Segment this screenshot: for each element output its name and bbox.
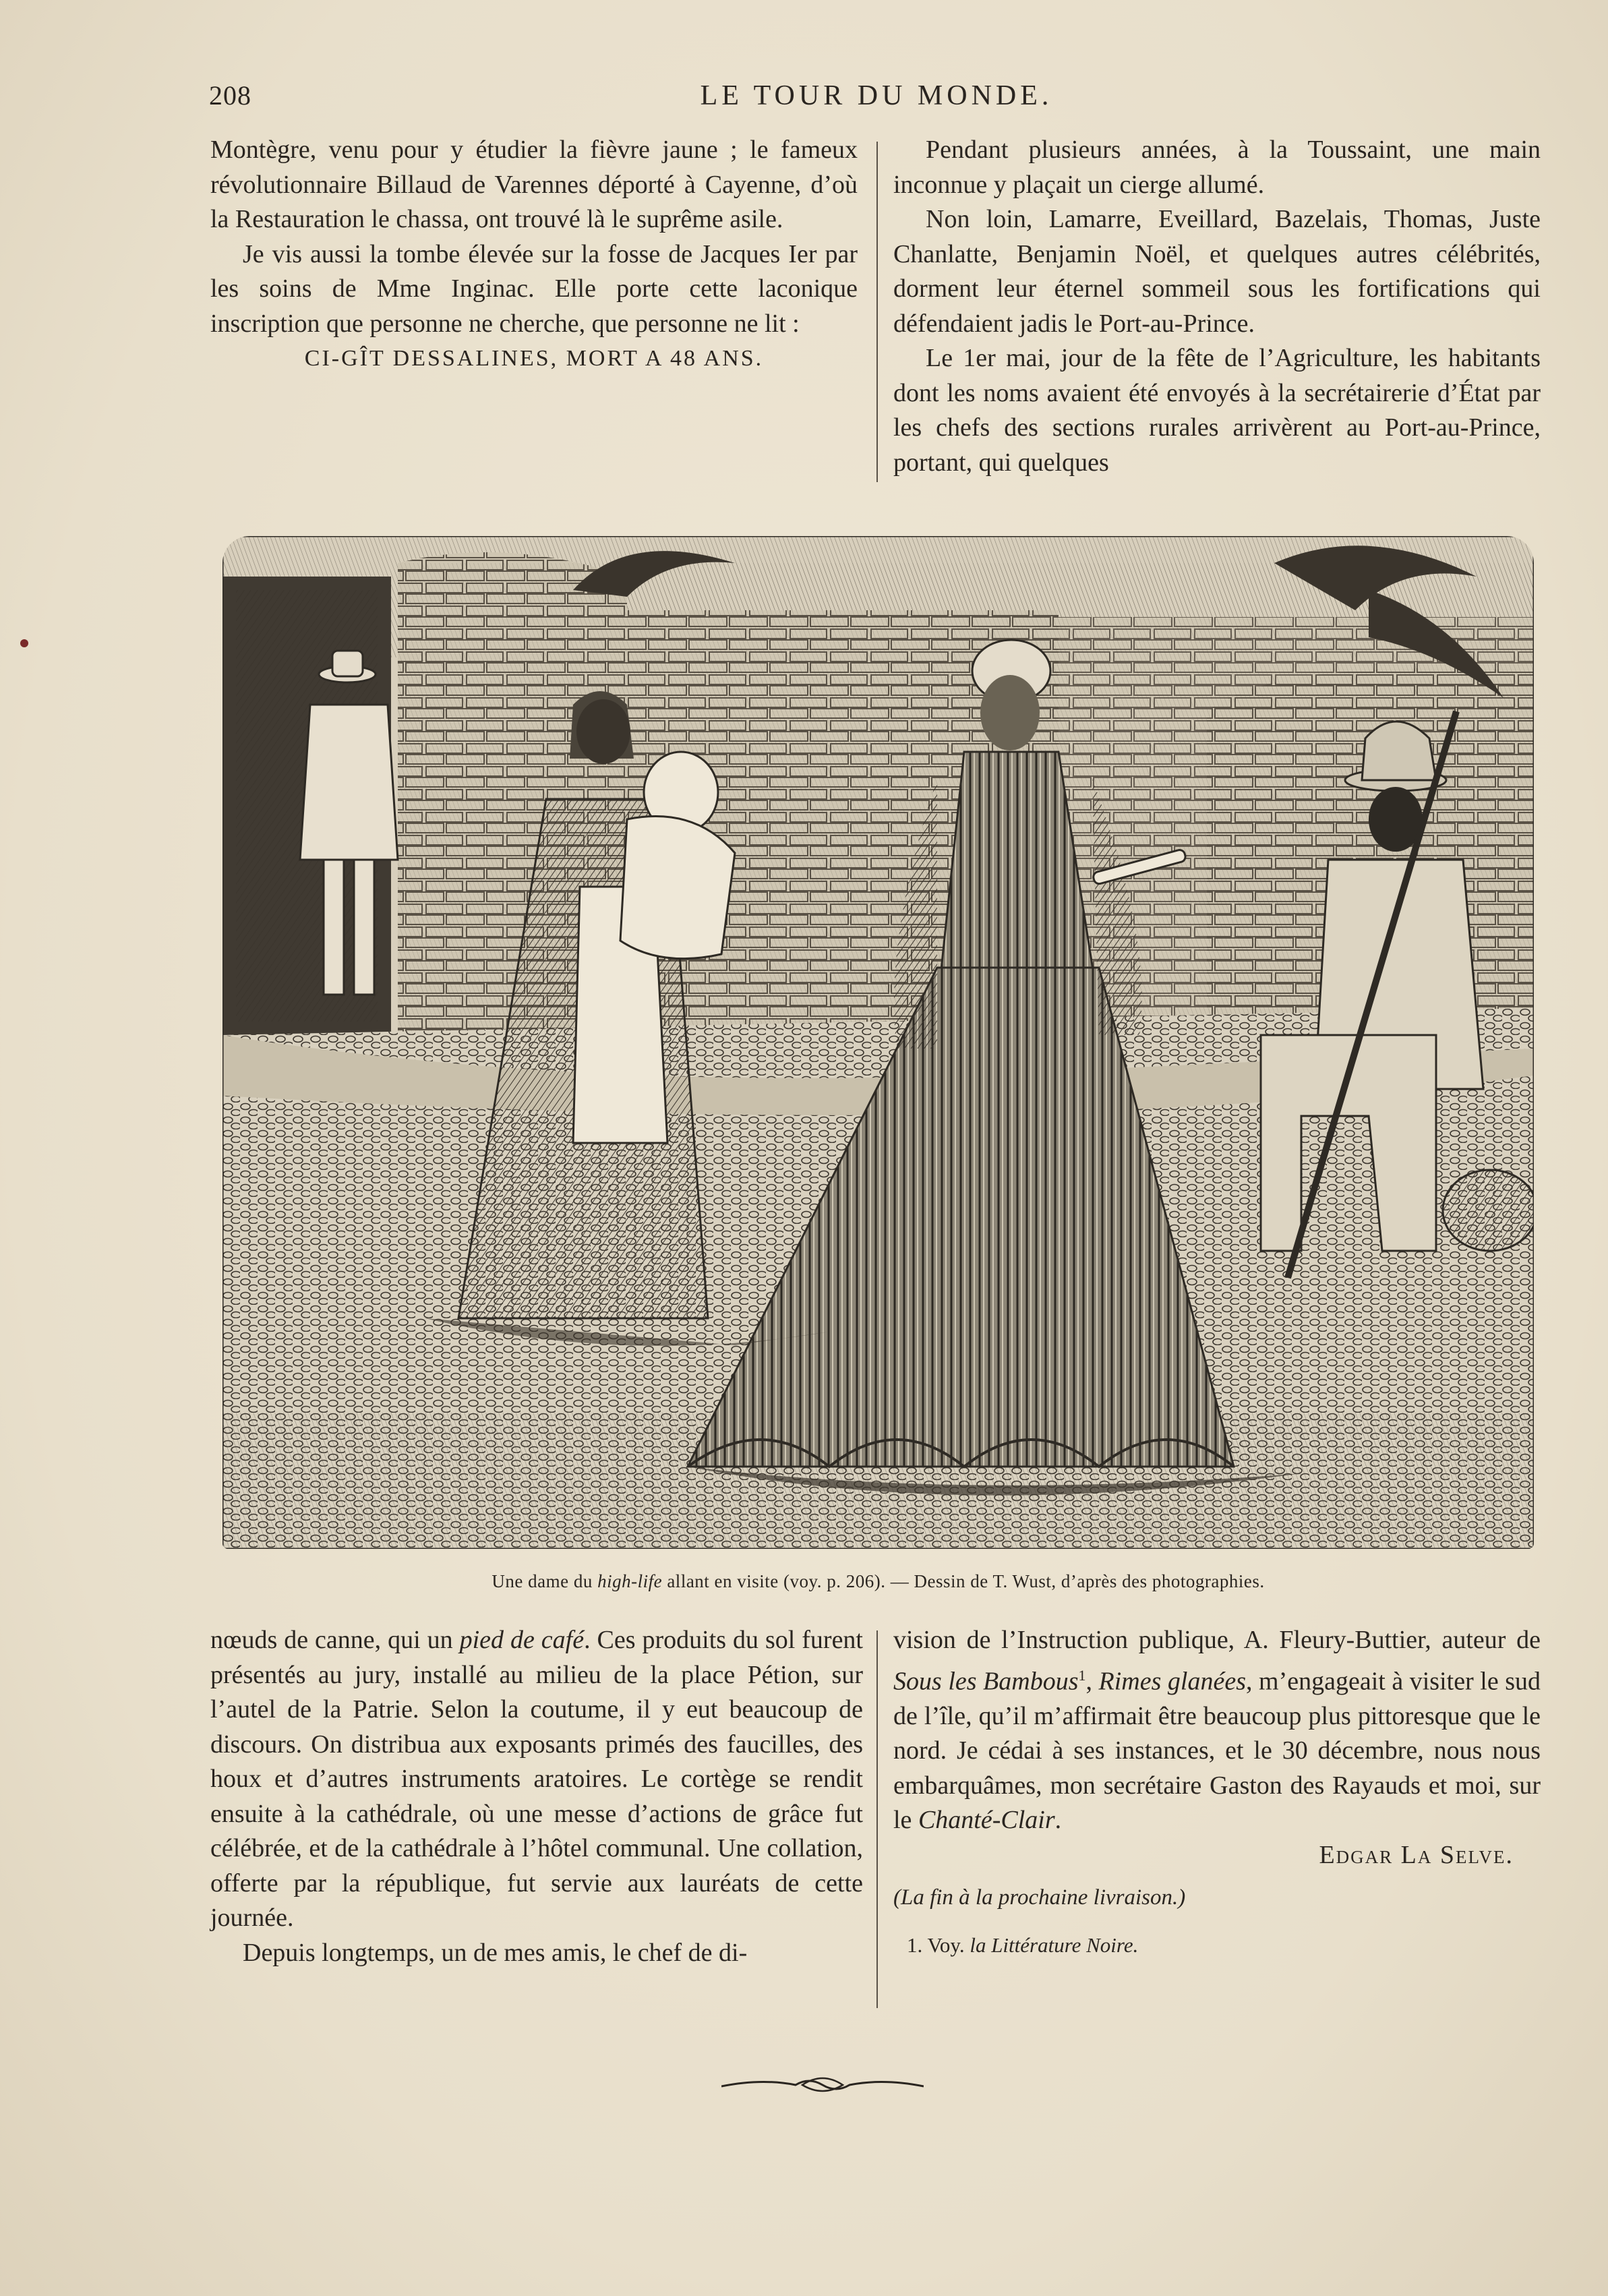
page-header [209, 80, 1544, 120]
caption-prefix: Une dame du [492, 1571, 593, 1591]
footnote-marker: 1 [1078, 1666, 1086, 1684]
footnote-number: 1. Voy. [907, 1933, 965, 1957]
top-right-column [893, 133, 1541, 480]
paragraph: Je vis aussi la tombe élevée sur la fosse de Jacques Ier par les soins de Mme Inginac. Elle porte cette laconique inscription que personne ne cherche, que personne ne lit : [210, 239, 858, 338]
ornament-divider [721, 2071, 924, 2098]
text-run: , m’engageait à visiter le sud de l’île, qu’il m’affirmait être beaucoup plus pittoresque que le nord. Je cédai à ses instances, et le 30 décembre, nous nous embarquâmes, mon secrétaire Gaston des Rayauds et moi, sur le [893, 1667, 1541, 1835]
footnote [893, 1928, 1541, 1963]
margin-speck [20, 639, 28, 647]
paragraph [210, 1623, 863, 1936]
paragraph: Depuis longtemps, un de mes amis, le chef de di- [243, 1938, 748, 1967]
paragraph: Montègre, venu pour y étudier la fièvre jaune ; le fameux révolutionnaire Billaud de Varennes déporté à Cayenne, d’où la Restauration le chassa, ont trouvé là le suprême asile. [210, 136, 858, 233]
paragraph: Pendant plusieurs années, à la Toussaint, une main inconnue y plaçait un cierge allumé. [893, 136, 1541, 199]
page-number: 208 [209, 80, 251, 111]
paragraph [893, 1623, 1541, 1838]
illustration-caption [222, 1571, 1534, 1592]
caption-suffix: allant en visite (voy. p. 206). — Dessin de T. Wust, d’après des photographies. [667, 1571, 1265, 1591]
column-divider [876, 142, 878, 482]
column-divider [876, 1630, 878, 2008]
italic-text: Sous les Bambous [893, 1667, 1079, 1696]
engraving-illustration [222, 536, 1534, 1549]
author-signature: Edgar La Selve. [1319, 1840, 1514, 1869]
bottom-right-column [893, 1623, 1541, 1962]
paragraph: Non loin, Lamarre, Eveillard, Bazelais, Thomas, Juste Chanlatte, Benjamin Noël, et quelques autres célébrités, dorment leur éternel sommeil sous les fortifications qui défendaient jadis le Port-au-Prince. [893, 205, 1541, 338]
continuation-note: (La fin à la prochaine livraison.) [893, 1885, 1186, 1910]
epitaph: CI-GÎT DESSALINES, MORT A 48 ANS. [304, 346, 764, 371]
italic-text: Rimes glanées [1098, 1667, 1247, 1696]
text-run: nœuds de canne, qui un [210, 1626, 453, 1654]
text-run: , [1085, 1667, 1092, 1696]
italic-text: Chanté-Clair [918, 1806, 1055, 1835]
running-title: LE TOUR DU MONDE. [700, 80, 1053, 111]
text-run: . Ces produits du sol furent présentés au jury, installé au milieu de la place Pétion, sur l’autel de la Patrie. Selon la coutume, il y eut beaucoup de discours. On distribua aux exposants primés des faucilles, des houx et d’autres instruments aratoires. Le cortège se rendit ensuite à la cathédrale, où une messe d’actions de grâce fut célébrée, et de la cathédrale à l’hôtel communal. Une collation, offerte par la république, fut servie aux lauréats de cette journée. [210, 1626, 863, 1932]
text-run: vision de l’Instruction publique, A. Fleury-Buttier, auteur de [893, 1626, 1541, 1654]
caption-italic: high-life [597, 1571, 663, 1591]
paragraph: Le 1er mai, jour de la fête de l’Agriculture, les habitants dont les noms avaient été envoyés à la secrétairerie d’État par les chefs des sections rurales arrivèrent au Port-au-Prince, portant, qui quelques [893, 344, 1541, 477]
footnote-italic: la Littérature Noire. [970, 1933, 1139, 1957]
italic-text: pied de café [459, 1626, 585, 1654]
text-run: . [1054, 1806, 1062, 1835]
bottom-left-column [210, 1623, 863, 1970]
top-left-column [210, 133, 858, 376]
